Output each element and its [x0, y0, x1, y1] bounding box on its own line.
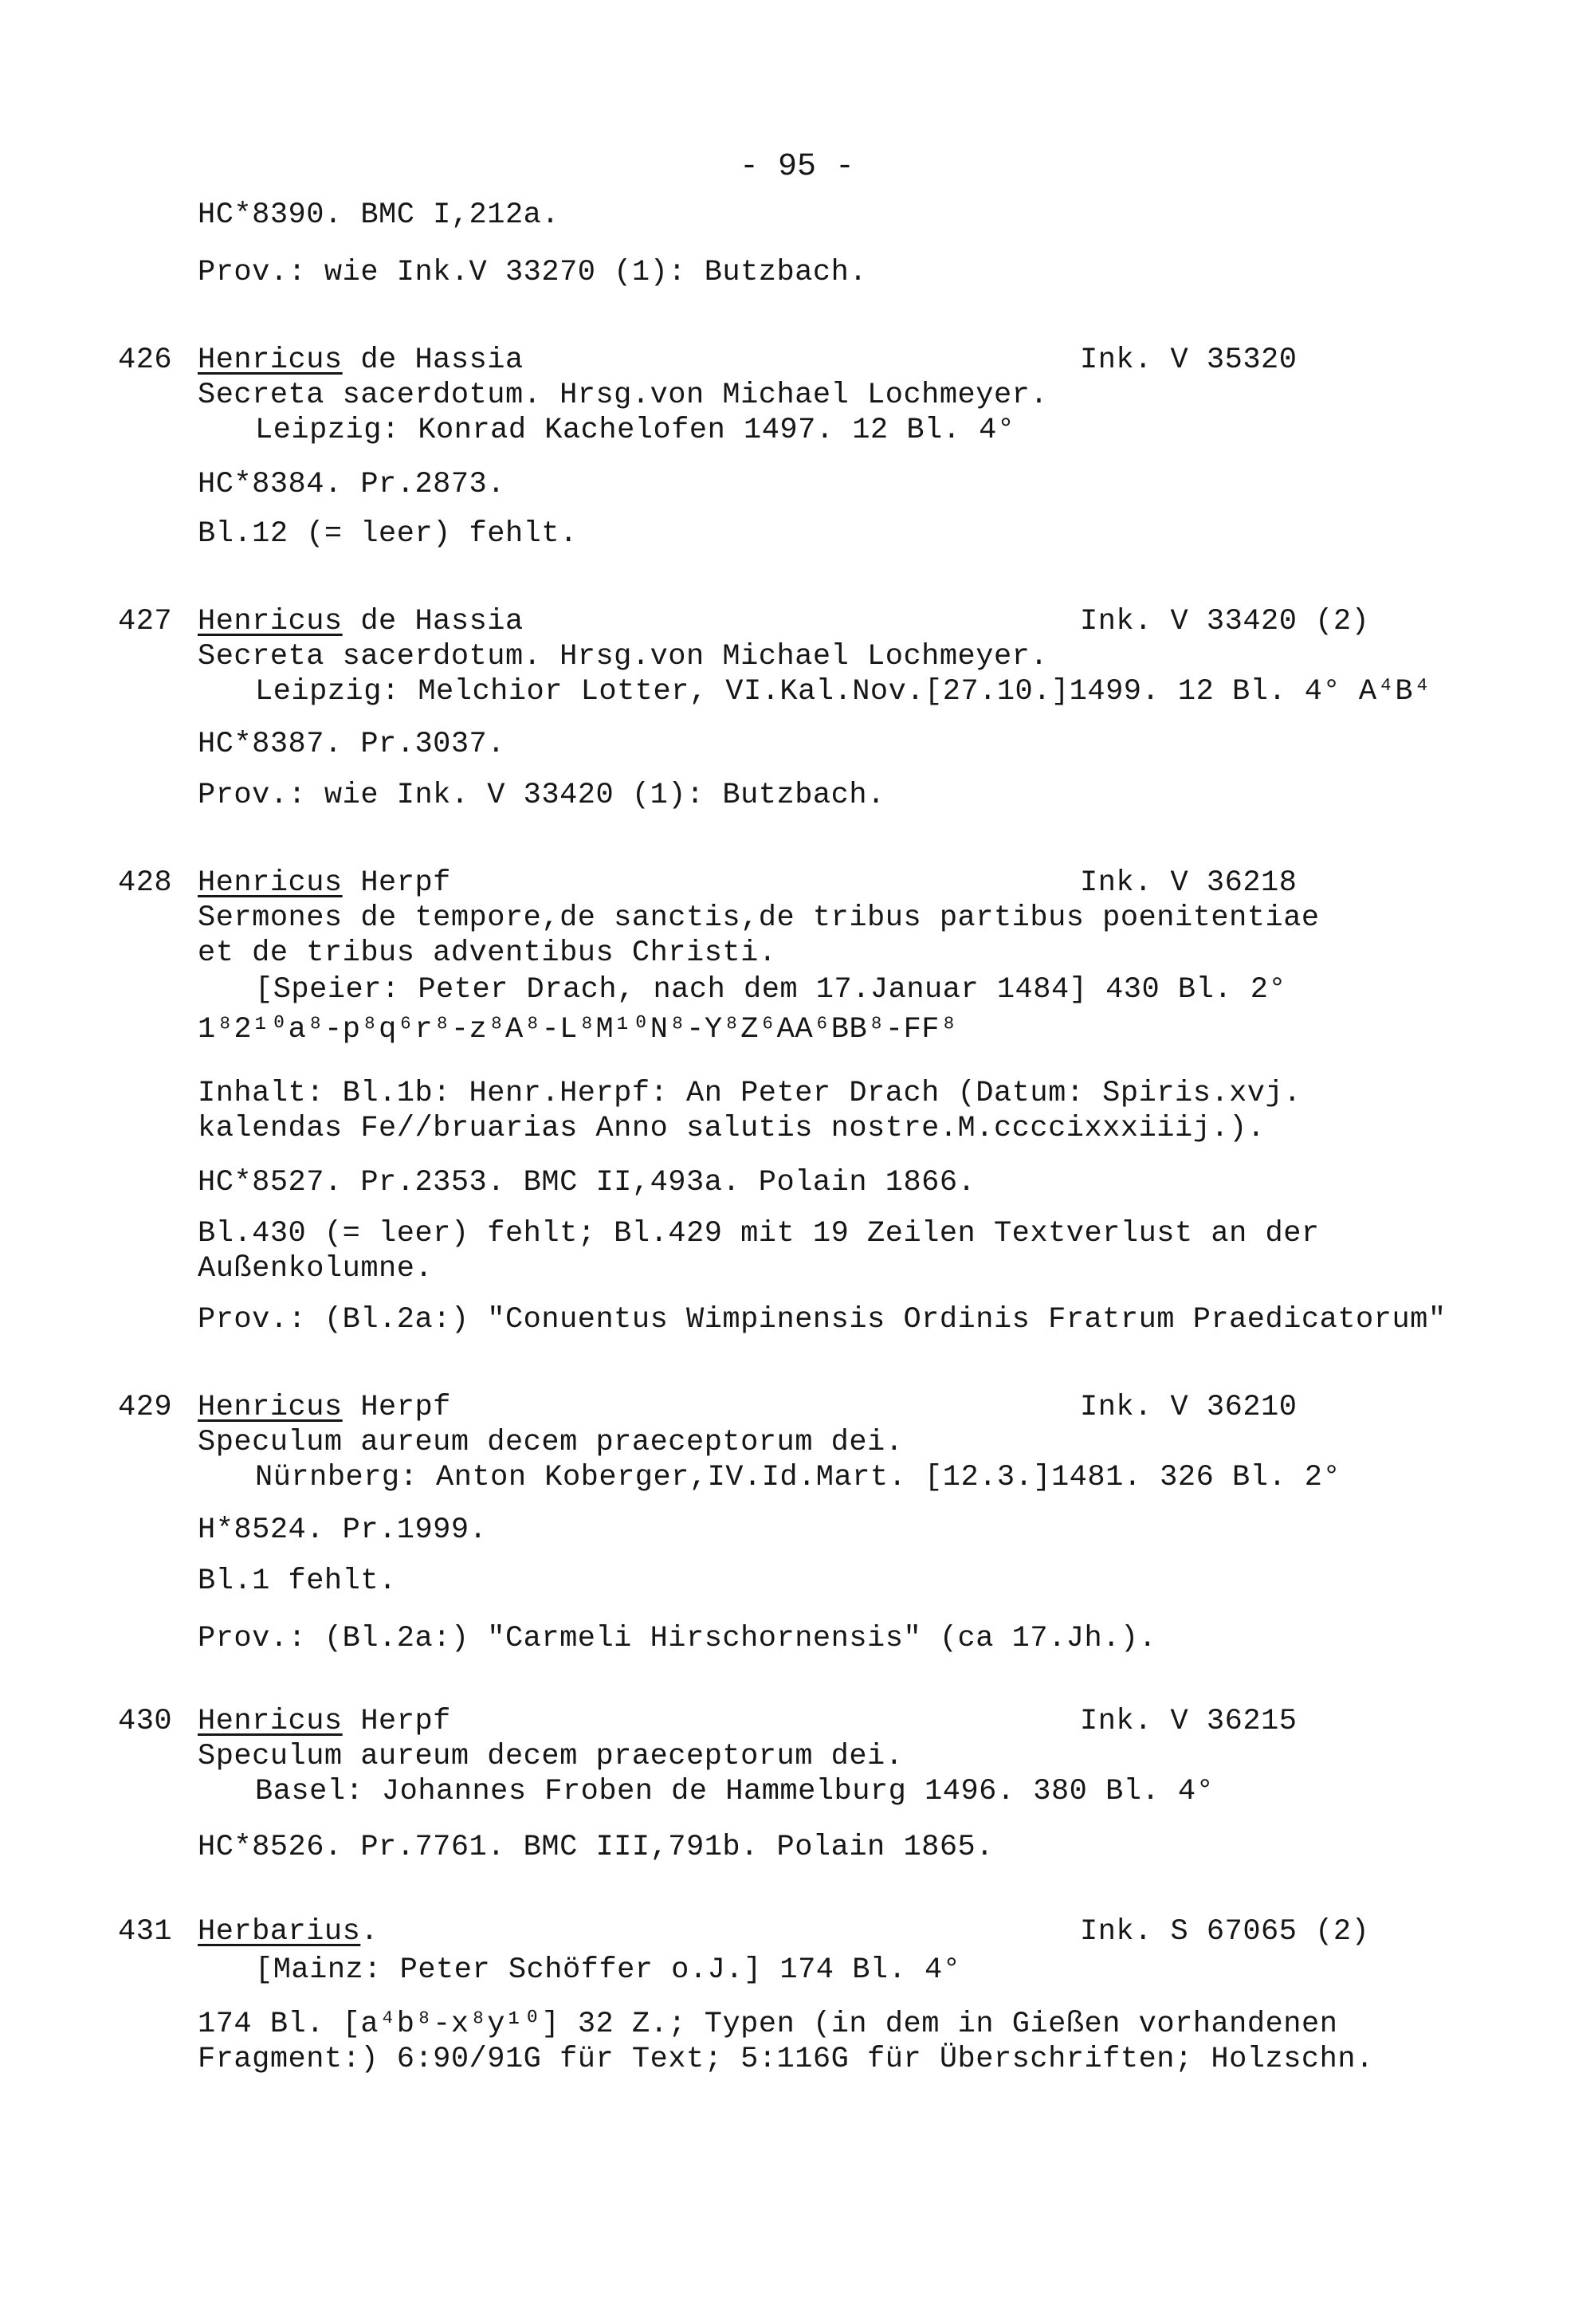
- shelfmark: Ink. V 36218: [1080, 866, 1298, 900]
- author-name: Henricus: [198, 866, 343, 900]
- page-number: - 95 -: [739, 149, 855, 185]
- entry-provenance: Prov.: (Bl.2a:) "Conuentus Wimpinensis Ordinis Fratrum Praedicatorum": [198, 1303, 1447, 1337]
- entry-number: 427: [118, 605, 173, 638]
- entry-provenance: Prov.: wie Ink. V 33420 (1): Butzbach.: [198, 779, 885, 812]
- author-name: Henricus: [198, 343, 343, 377]
- entry-note: Bl.12 (= leer) fehlt.: [198, 517, 578, 551]
- entry-references: HC*8527. Pr.2353. BMC II,493a. Polain 1866.: [198, 1166, 976, 1199]
- entry-contents: kalendas Fe//bruarias Anno salutis nostre.M.ccccixxxiiij.).: [198, 1112, 1266, 1145]
- entry-number: 428: [118, 866, 173, 900]
- entry-title: et de tribus adventibus Christi.: [198, 936, 777, 970]
- shelfmark: Ink. S 67065 (2): [1080, 1915, 1370, 1949]
- shelfmark: Ink. V 35320: [1080, 343, 1298, 377]
- entry-number: 431: [118, 1915, 173, 1949]
- entry-imprint: [Speier: Peter Drach, nach dem 17.Januar 1484] 430 Bl. 2°: [255, 973, 1287, 1007]
- entry-imprint: Leipzig: Konrad Kachelofen 1497. 12 Bl. 4°: [255, 414, 1015, 447]
- entry-imprint: [Mainz: Peter Schöffer o.J.] 174 Bl. 4°: [255, 1953, 961, 1987]
- author-rest: de Hassia: [342, 343, 524, 377]
- entry-contents: Inhalt: Bl.1b: Henr.Herpf: An Peter Drach (Datum: Spiris.xvj.: [198, 1077, 1302, 1110]
- entry-heading: [198, 1914, 379, 1949]
- shelfmark: Ink. V 33420 (2): [1080, 605, 1370, 638]
- author-name: Herbarius: [198, 1915, 361, 1949]
- entry-references: H*8524. Pr.1999.: [198, 1513, 488, 1547]
- entry-title: Speculum aureum decem praeceptorum dei.: [198, 1740, 904, 1773]
- preface-reference: HC*8390. BMC I,212a.: [198, 198, 560, 232]
- entry-number: 429: [118, 1391, 173, 1424]
- author-name: Henricus: [198, 1391, 343, 1424]
- entry-note: Außenkolumne.: [198, 1252, 434, 1286]
- entry-imprint: Basel: Johannes Froben de Hammelburg 1496. 380 Bl. 4°: [255, 1775, 1215, 1808]
- entry-note: Bl.430 (= leer) fehlt; Bl.429 mit 19 Zeilen Textverlust an der: [198, 1217, 1320, 1250]
- entry-title: Secreta sacerdotum. Hrsg.von Michael Lochmeyer.: [198, 640, 1049, 673]
- entry-number: 430: [118, 1705, 173, 1738]
- entry-imprint: Leipzig: Melchior Lotter, VI.Kal.Nov.[27.10.]1499. 12 Bl. 4° A⁴B⁴: [255, 675, 1431, 709]
- entry-references: HC*8384. Pr.2873.: [198, 468, 505, 501]
- entry-heading: [198, 866, 451, 901]
- preface-provenance: Prov.: wie Ink.V 33270 (1): Butzbach.: [198, 256, 868, 289]
- entry-references: HC*8526. Pr.7761. BMC III,791b. Polain 1865.: [198, 1831, 994, 1864]
- entry-note: Bl.1 fehlt.: [198, 1564, 397, 1598]
- entry-collation: 1⁸2¹⁰a⁸-p⁸q⁶r⁸-z⁸A⁸-L⁸M¹⁰N⁸-Y⁸Z⁶AA⁶BB⁸-FF⁸: [198, 1013, 958, 1046]
- author-rest: .: [360, 1915, 379, 1949]
- entry-heading: [198, 1704, 451, 1739]
- entry-title: Speculum aureum decem praeceptorum dei.: [198, 1426, 904, 1459]
- entry-references: HC*8387. Pr.3037.: [198, 728, 505, 761]
- entry-heading: [198, 343, 524, 378]
- author-rest: Herpf: [342, 1705, 451, 1738]
- entry-title: Sermones de tempore,de sanctis,de tribus partibus poenitentiae: [198, 901, 1320, 935]
- entry-title: Secreta sacerdotum. Hrsg.von Michael Lochmeyer.: [198, 379, 1049, 412]
- entry-types: Fragment:) 6:90/91G für Text; 5:116G für Überschriften; Holzschn.: [198, 2043, 1374, 2076]
- author-rest: Herpf: [342, 1391, 451, 1424]
- entry-collation: 174 Bl. [a⁴b⁸-x⁸y¹⁰] 32 Z.; Typen (in dem in Gießen vorhandenen: [198, 2008, 1338, 2041]
- shelfmark: Ink. V 36210: [1080, 1391, 1298, 1424]
- author-name: Henricus: [198, 605, 343, 638]
- entry-number: 426: [118, 343, 173, 377]
- shelfmark: Ink. V 36215: [1080, 1705, 1298, 1738]
- entry-imprint: Nürnberg: Anton Koberger,IV.Id.Mart. [12.3.]1481. 326 Bl. 2°: [255, 1461, 1341, 1494]
- author-name: Henricus: [198, 1705, 343, 1738]
- author-rest: Herpf: [342, 866, 451, 900]
- entry-heading: [198, 1390, 451, 1425]
- entry-provenance: Prov.: (Bl.2a:) "Carmeli Hirschornensis" (ca 17.Jh.).: [198, 1622, 1157, 1655]
- entry-heading: [198, 604, 524, 639]
- author-rest: de Hassia: [342, 605, 524, 638]
